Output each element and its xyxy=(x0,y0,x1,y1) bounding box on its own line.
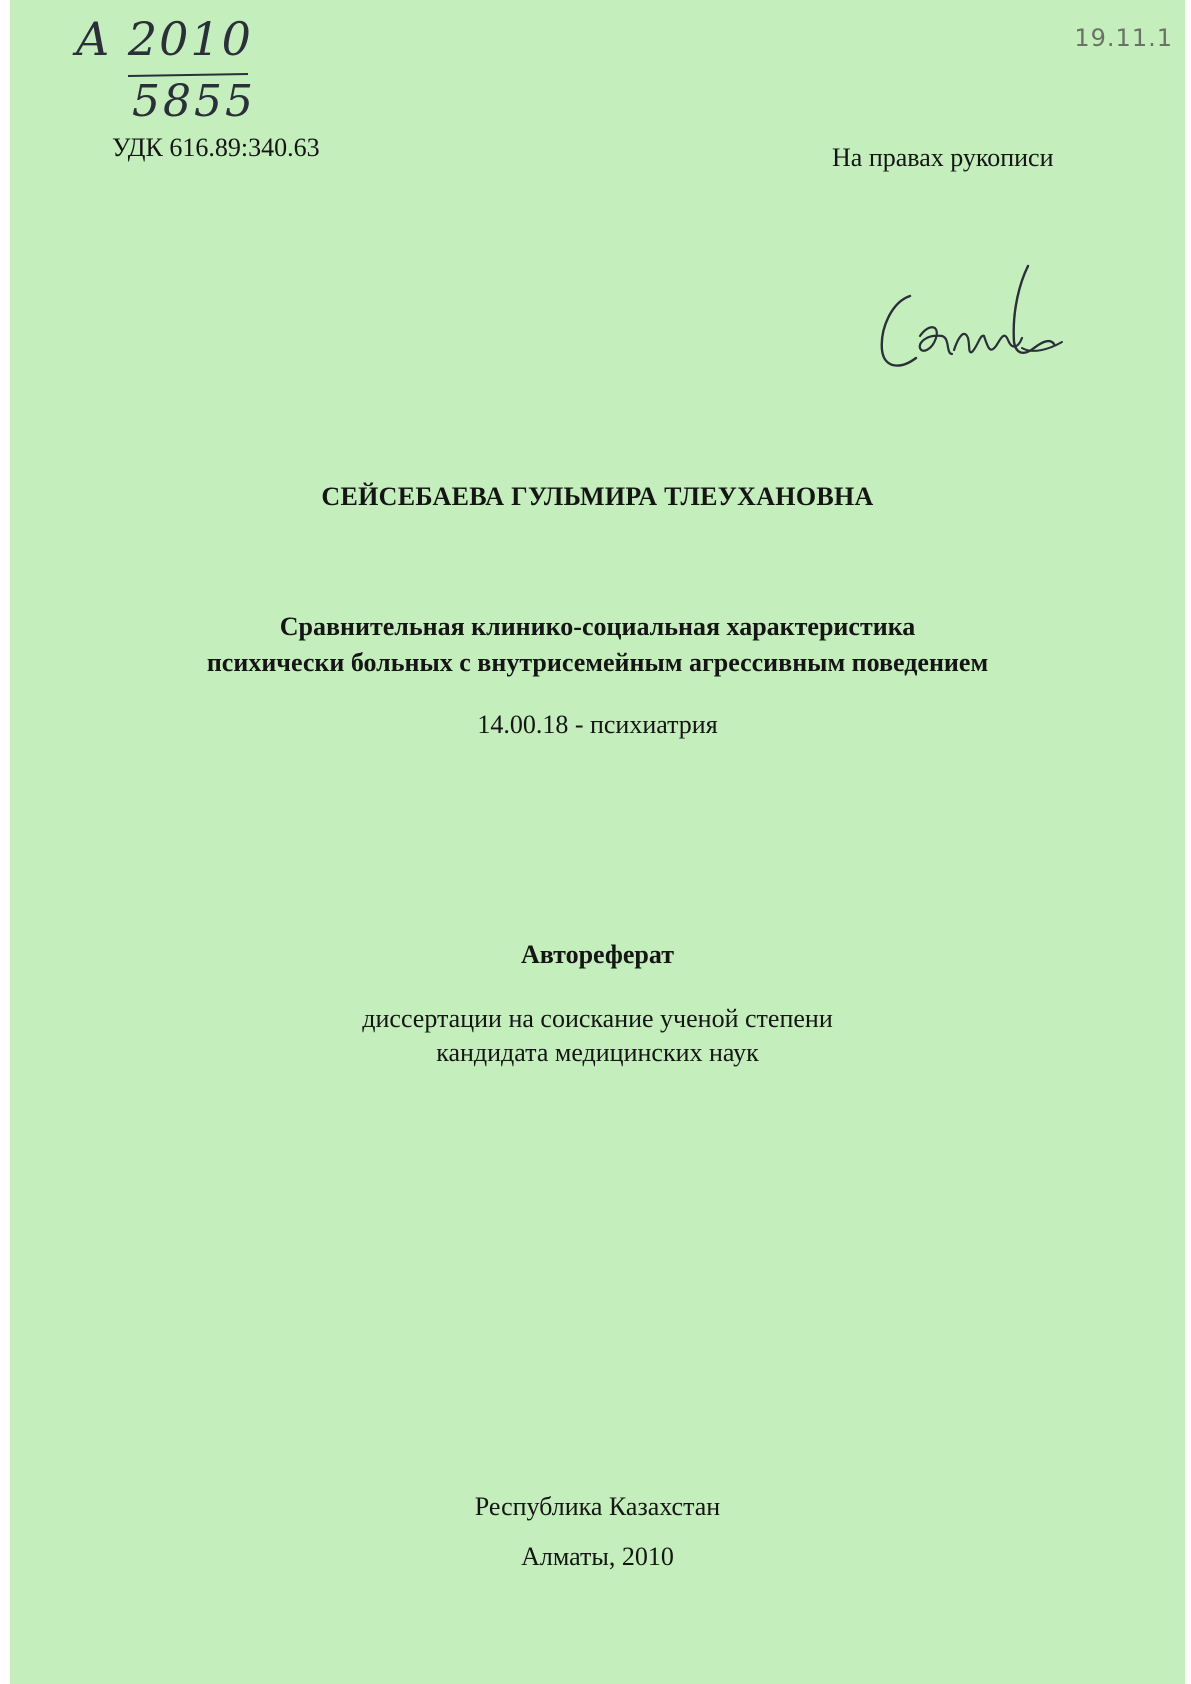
manuscript-rights-note: На правах рукописи xyxy=(832,143,1054,172)
publication-country: Республика Казахстан xyxy=(474,1492,721,1521)
specialty-code: 14.00.18 - психиатрия xyxy=(477,710,718,739)
dissertation-title-line-2: психически больных с внутрисемейным агрессивным поведением xyxy=(206,648,989,677)
dissertation-title-line-1: Сравнительная клинико-социальная характеристика xyxy=(279,612,916,641)
degree-description-line-1: диссертации на соискание ученой степени xyxy=(362,1004,833,1033)
author-signature xyxy=(872,258,1072,388)
registry-number-handwritten: A 2010 xyxy=(76,12,253,66)
date-stamp-handwritten: 19.11.1 xyxy=(1074,24,1173,52)
author-name: СЕЙСЕБАЕВА ГУЛЬМИРА ТЛЕУХАНОВНА xyxy=(321,482,874,511)
scan-margin xyxy=(0,0,10,1684)
publication-city-year: Алматы, 2010 xyxy=(521,1542,674,1571)
registry-subnumber-handwritten: 5855 xyxy=(132,76,256,127)
document-page xyxy=(10,0,1185,1684)
udk-code: УДК 616.89:340.63 xyxy=(112,133,320,162)
document-type: Автореферат xyxy=(520,940,674,969)
degree-description-line-2: кандидата медицинских наук xyxy=(436,1038,759,1067)
